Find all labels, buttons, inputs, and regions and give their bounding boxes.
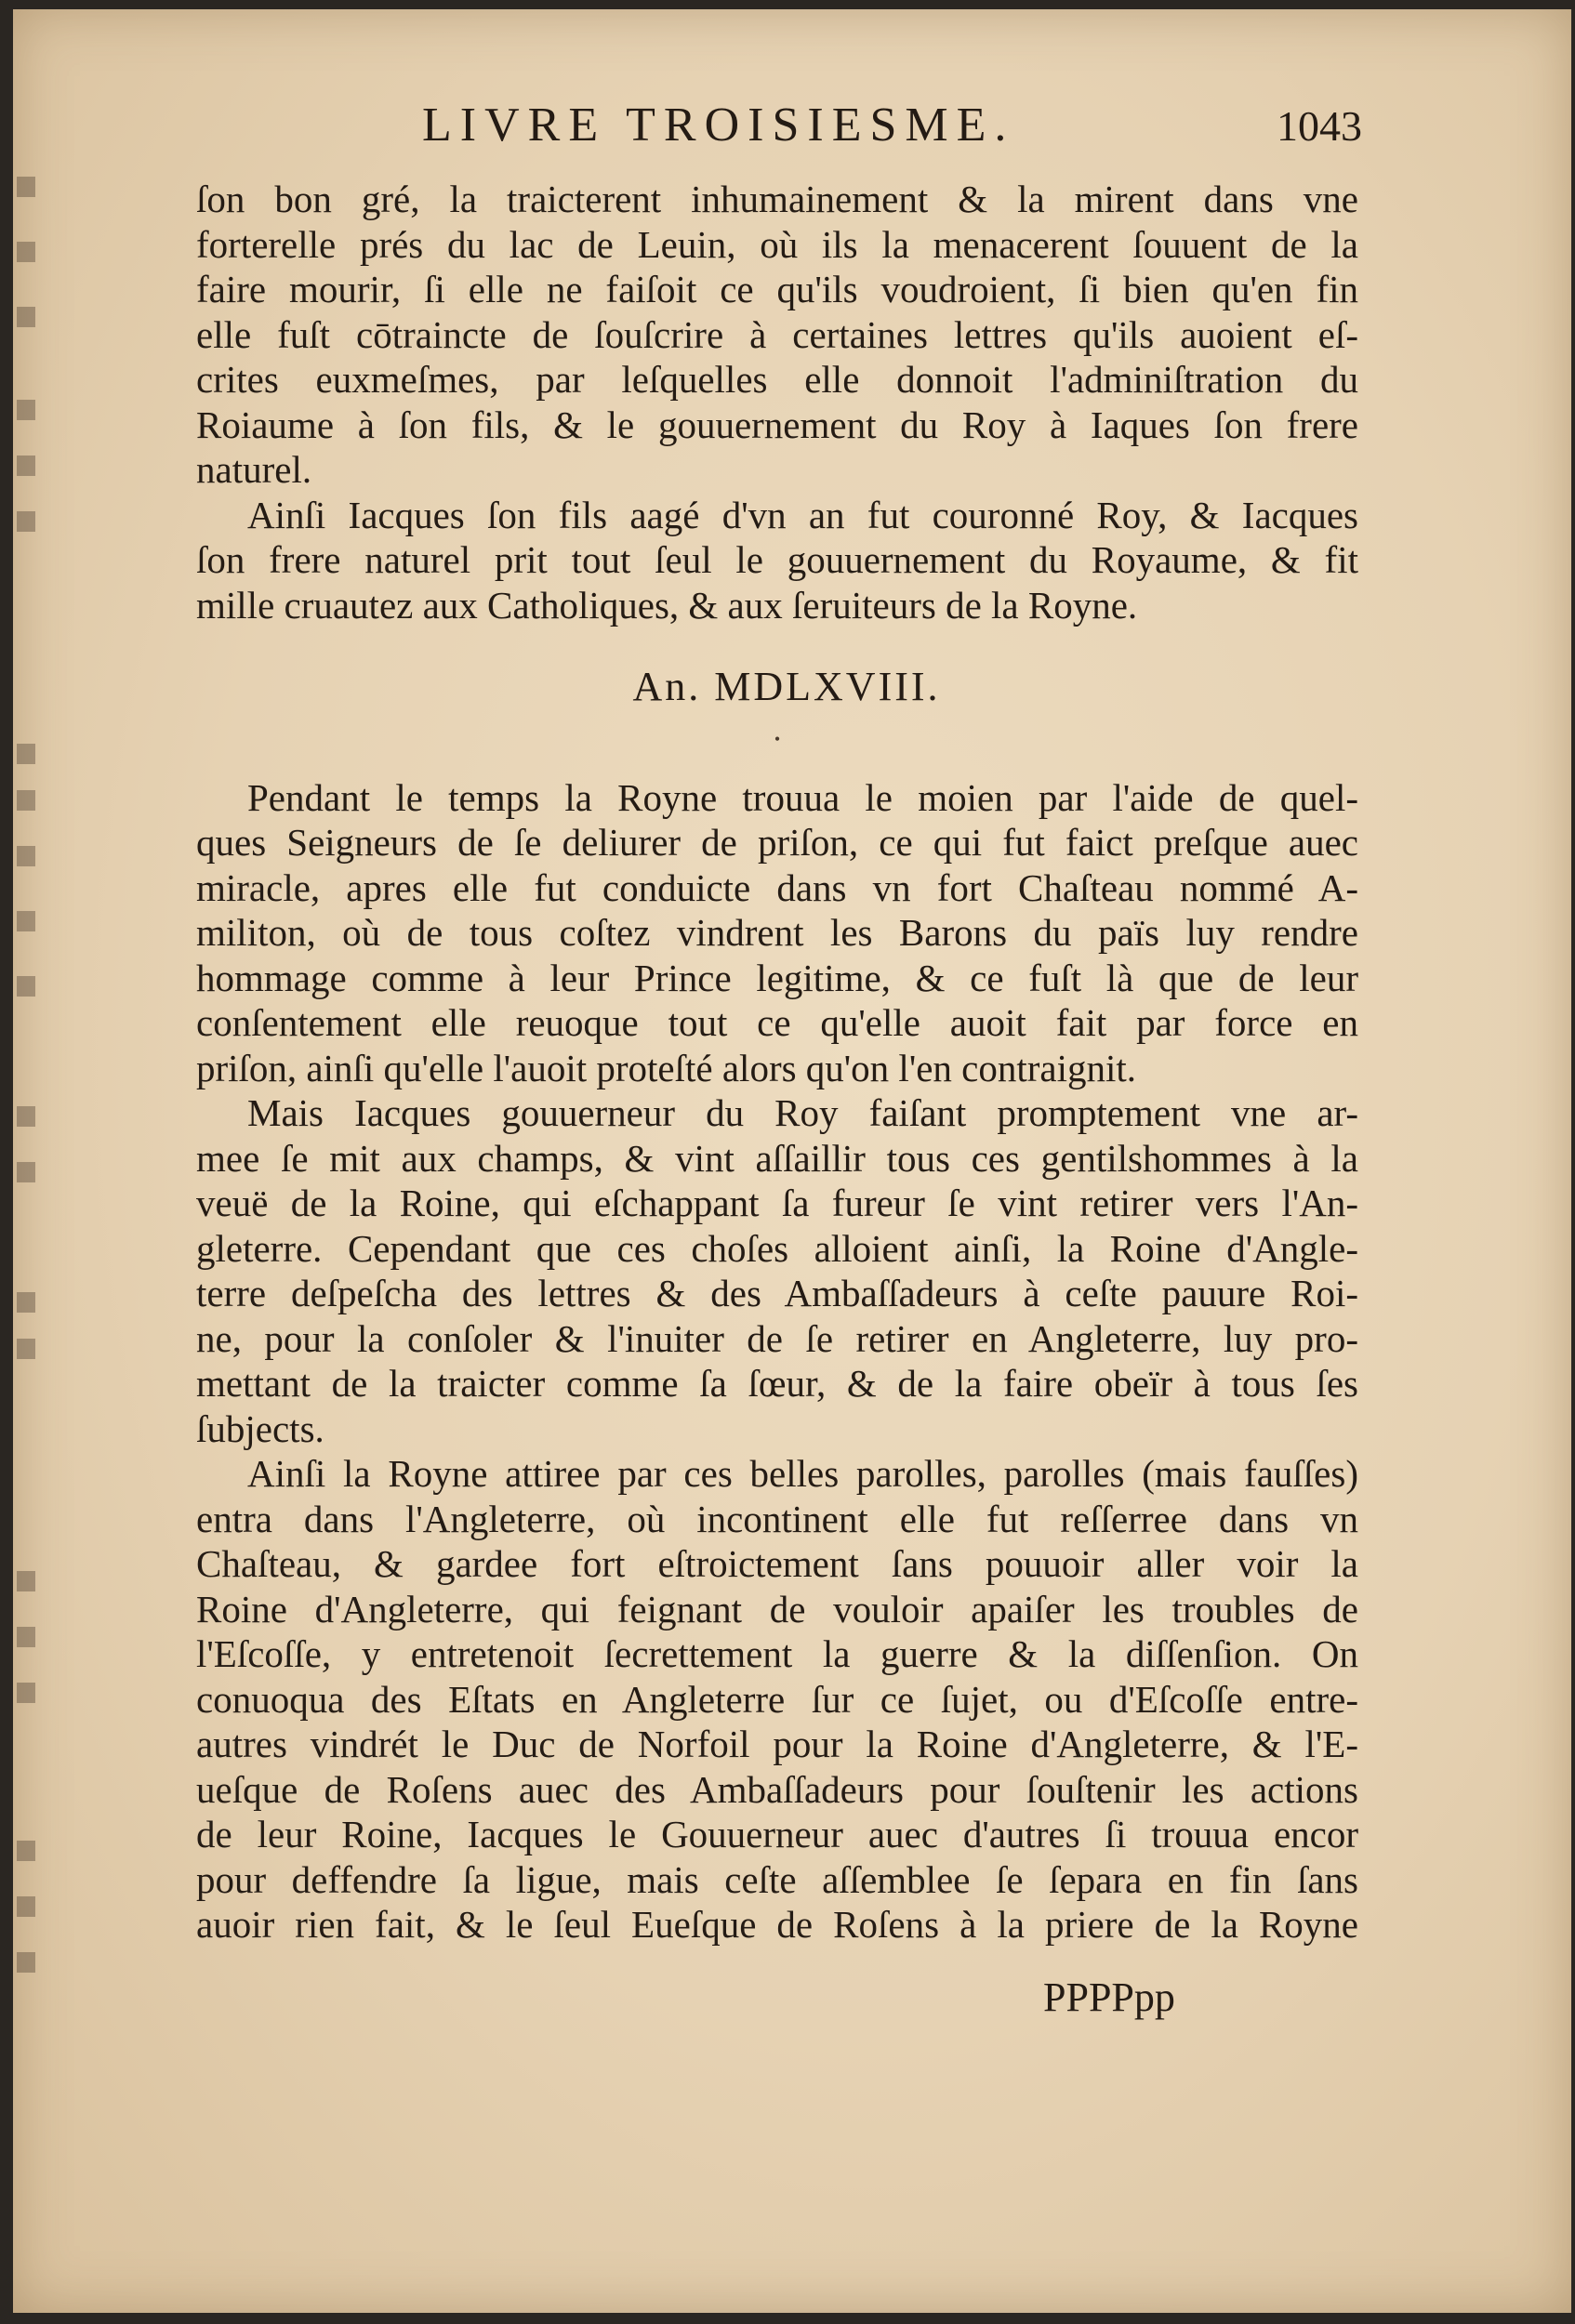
text-line: hommage comme à leur Prince legitime, & ce fuſt là que de leur xyxy=(196,956,1358,999)
text-line: conſentement elle reuoque tout ce qu'elle auoit fait par force en xyxy=(196,1001,1358,1044)
text-line: forterelle prés du lac de Leuin, où ils la menacerent ſouuent de la xyxy=(196,222,1358,266)
text-line: miracle, apres elle fut conduicte dans vn fort Chaſteau nommé A- xyxy=(196,865,1358,909)
paragraph-5 xyxy=(196,1451,1358,1948)
text-line: ques Seigneurs de ſe deliurer de priſon, ce qui fut faict preſque auec xyxy=(196,821,1358,864)
text-line: Roine d'Angleterre, qui feignant de vouloir apaiſer les troubles de xyxy=(196,1587,1358,1631)
text-line: ueſque de Roſens auec des Ambaſſadeurs pour ſouſtenir les actions xyxy=(196,1767,1358,1811)
text-line: Pendant le temps la Royne trouua le moien par l'aide de quel- xyxy=(247,775,1358,819)
text-line: gleterre. Cependant que ces choſes alloient ainſi, la Roine d'Angle- xyxy=(196,1226,1358,1270)
body-text xyxy=(196,177,1358,1948)
text-line: militon, où de tous coſtez vindrent les Barons du païs luy rendre xyxy=(196,911,1358,954)
text-line: pour deffendre ſa ligue, mais ceſte aſſemblee ſe ſepara en fin ſans xyxy=(196,1857,1358,1901)
paragraph-3 xyxy=(196,775,1358,1091)
paragraph-1 xyxy=(196,177,1358,493)
book-page xyxy=(13,9,1571,2313)
text-line: conuoqua des Eſtats en Angleterre ſur ce ſujet, ou d'Eſcoſſe entre- xyxy=(196,1677,1358,1721)
ornament-dot: • xyxy=(774,729,781,748)
text-line: ſubjects. xyxy=(196,1406,324,1450)
text-line: entra dans l'Angleterre, où incontinent elle fut reſſerree dans vn xyxy=(196,1497,1358,1540)
text-line: Chaſteau, & gardee fort eſtroictement ſans pouuoir aller voir la xyxy=(196,1542,1358,1585)
text-line: crites euxmeſmes, par leſquelles elle donnoit l'adminiſtration du xyxy=(196,358,1358,401)
year-heading: An. MDLXVIII. xyxy=(632,664,941,709)
text-line: naturel. xyxy=(196,448,312,491)
text-line: mettant de la traicter comme ſa ſœur, & de la faire obeïr à tous ſes xyxy=(196,1362,1358,1405)
text-line: mille cruautez aux Catholiques, & aux ſeruiteurs de la Royne. xyxy=(196,583,1138,627)
text-line: faire mourir, ſi elle ne faiſoit ce qu'ils voudroient, ſi bien qu'en fin xyxy=(196,268,1358,310)
text-line: auoir rien fait, & le ſeul Eueſque de Roſens à la priere de la Royne xyxy=(196,1903,1358,1946)
text-line: priſon, ainſi qu'elle l'auoit proteſté alors qu'on l'en contraignit. xyxy=(196,1046,1137,1089)
text-line: Mais Iacques gouuerneur du Roy faiſant promptement vne ar- xyxy=(247,1091,1358,1134)
signature-mark: PPPPpp xyxy=(1043,1974,1175,2020)
text-line: elle fuſt cōtraincte de ſouſcrire à certaines lettres qu'ils auoient eſ- xyxy=(196,312,1358,356)
running-title: LIVRE TROISIESME. xyxy=(422,99,1015,152)
page-header xyxy=(13,98,1571,153)
text-line: terre deſpeſcha des lettres & des Ambaſſadeurs à ceſte pauure Roi- xyxy=(196,1272,1358,1314)
text-line: ſon frere naturel prit tout ſeul le gouuernement du Royaume, & fit xyxy=(196,538,1358,581)
text-line: l'Eſcoſſe, y entretenoit ſecrettement la guerre & la diſſenſion. On xyxy=(196,1632,1358,1675)
bleed-through-margin xyxy=(13,177,60,2017)
paragraph-2 xyxy=(196,493,1358,628)
text-line: de leur Roine, Iacques le Gouuerneur auec d'autres ſi trouua encor xyxy=(196,1813,1358,1855)
paragraph-4 xyxy=(196,1090,1358,1451)
text-line: Ainſi la Royne attiree par ces belles parolles, parolles (mais fauſſes) xyxy=(247,1452,1358,1495)
text-line: autres vindrét le Duc de Norfoil pour la Roine d'Angleterre, & l'E- xyxy=(196,1723,1358,1765)
page-number: 1043 xyxy=(1277,102,1362,150)
text-line: mee ſe mit aux champs, & vint aſſaillir tous ces gentilshommes à la xyxy=(196,1136,1358,1180)
text-line: veuë de la Roine, qui eſchappant ſa fureur ſe vint retirer vers l'An- xyxy=(196,1182,1358,1224)
text-line: Ainſi Iacques ſon fils aagé d'vn an fut couronné Roy, & Iacques xyxy=(247,493,1358,536)
text-line: Roiaume à ſon fils, & le gouuernement du Roy à Iaques ſon frere xyxy=(196,403,1358,446)
text-line: ſon bon gré, la traicterent inhumainement & la mirent dans vne xyxy=(196,178,1358,220)
text-line: ne, pour la conſoler & l'inuiter de ſe retirer en Angleterre, luy pro- xyxy=(196,1316,1358,1360)
